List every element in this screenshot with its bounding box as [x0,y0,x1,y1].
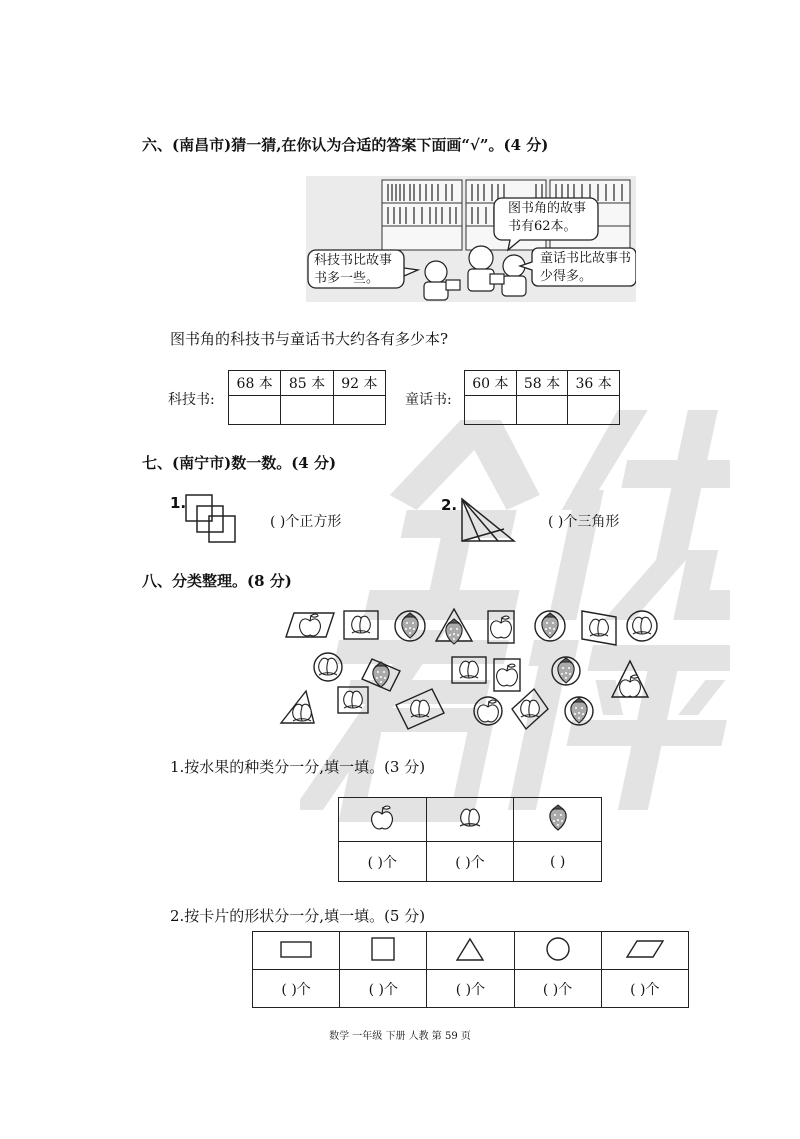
apple-header-cell [339,798,427,842]
triangles-figure [458,495,518,545]
overlapping-squares-figure [183,492,239,546]
page-footer: 数学 一年级 下册 人教 第 59 页 [329,1031,471,1042]
fairy-answer-cell[interactable] [465,396,517,425]
q7-item2-number: 2. [441,496,458,514]
q7-item2-blank[interactable]: ( )个三角形 [548,514,620,530]
square-count-cell[interactable]: ( )个 [340,970,427,1008]
sci-answer-cell[interactable] [333,396,385,425]
fruit-type-table [338,797,602,882]
apple-icon [367,803,397,833]
parallelogram-header-cell [601,932,688,970]
fairy-answer-cell[interactable] [516,396,568,425]
rectangle-count-cell[interactable]: ( )个 [253,970,340,1008]
q8-sub2: 2.按卡片的形状分一分,填一填。(5 分) [170,907,426,925]
peach-header-cell [426,798,514,842]
peach-count-cell[interactable]: ( )个 [426,842,514,882]
sci-label: 科技书: [168,392,215,408]
sci-options-table [228,370,386,425]
triangle-header-cell [427,932,514,970]
q6-title: 六、(南昌市)猜一猜,在你认为合适的答案下面画“√”。(4 分) [142,136,549,154]
bubble-top-text: 图书角的故事书有62本。 [508,201,587,234]
circle-header-cell [514,932,601,970]
circle-icon [544,935,572,963]
rectangle-header-cell [253,932,340,970]
fairy-answer-cell[interactable] [568,396,620,425]
fairy-option-cell: 58 本 [516,371,568,396]
square-icon [370,936,396,962]
parallelogram-count-cell[interactable]: ( )个 [601,970,688,1008]
sci-option-cell: 92 本 [333,371,385,396]
triangle-count-cell[interactable]: ( )个 [427,970,514,1008]
rectangle-icon [279,939,313,959]
triangle-icon [455,936,485,962]
parallelogram-icon [625,938,665,960]
q7-item1-number: 1. [170,494,187,512]
strawberry-icon [543,802,573,834]
apple-count-cell[interactable]: ( )个 [339,842,427,882]
q8-sub1: 1.按水果的种类分一分,填一填。(3 分) [170,758,426,776]
circle-count-cell[interactable]: ( )个 [514,970,601,1008]
fairy-option-cell: 36 本 [568,371,620,396]
sci-option-cell: 85 本 [281,371,333,396]
q7-title: 七、(南宁市)数一数。(4 分) [142,454,337,472]
sci-answer-cell[interactable] [229,396,281,425]
fairy-label: 童话书: [405,392,452,408]
sci-answer-cell[interactable] [281,396,333,425]
bubble-right-text: 童话书比故事书少得多。 [540,251,632,284]
fairy-options-table [464,370,620,425]
q7-item1-blank[interactable]: ( )个正方形 [270,514,342,530]
fairy-option-cell: 60 本 [465,371,517,396]
q6-question: 图书角的科技书与童话书大约各有多少本? [170,330,449,348]
strawberry-header-cell [514,798,602,842]
bubble-left-text: 科技书比故事书多一些。 [314,253,393,286]
peach-icon [455,803,485,833]
sci-option-cell: 68 本 [229,371,281,396]
strawberry-count-cell[interactable]: ( ) [514,842,602,882]
shape-type-table [252,931,689,1008]
square-header-cell [340,932,427,970]
q8-title: 八、分类整理。(8 分) [142,572,292,590]
fruit-cards-figure [276,605,670,733]
